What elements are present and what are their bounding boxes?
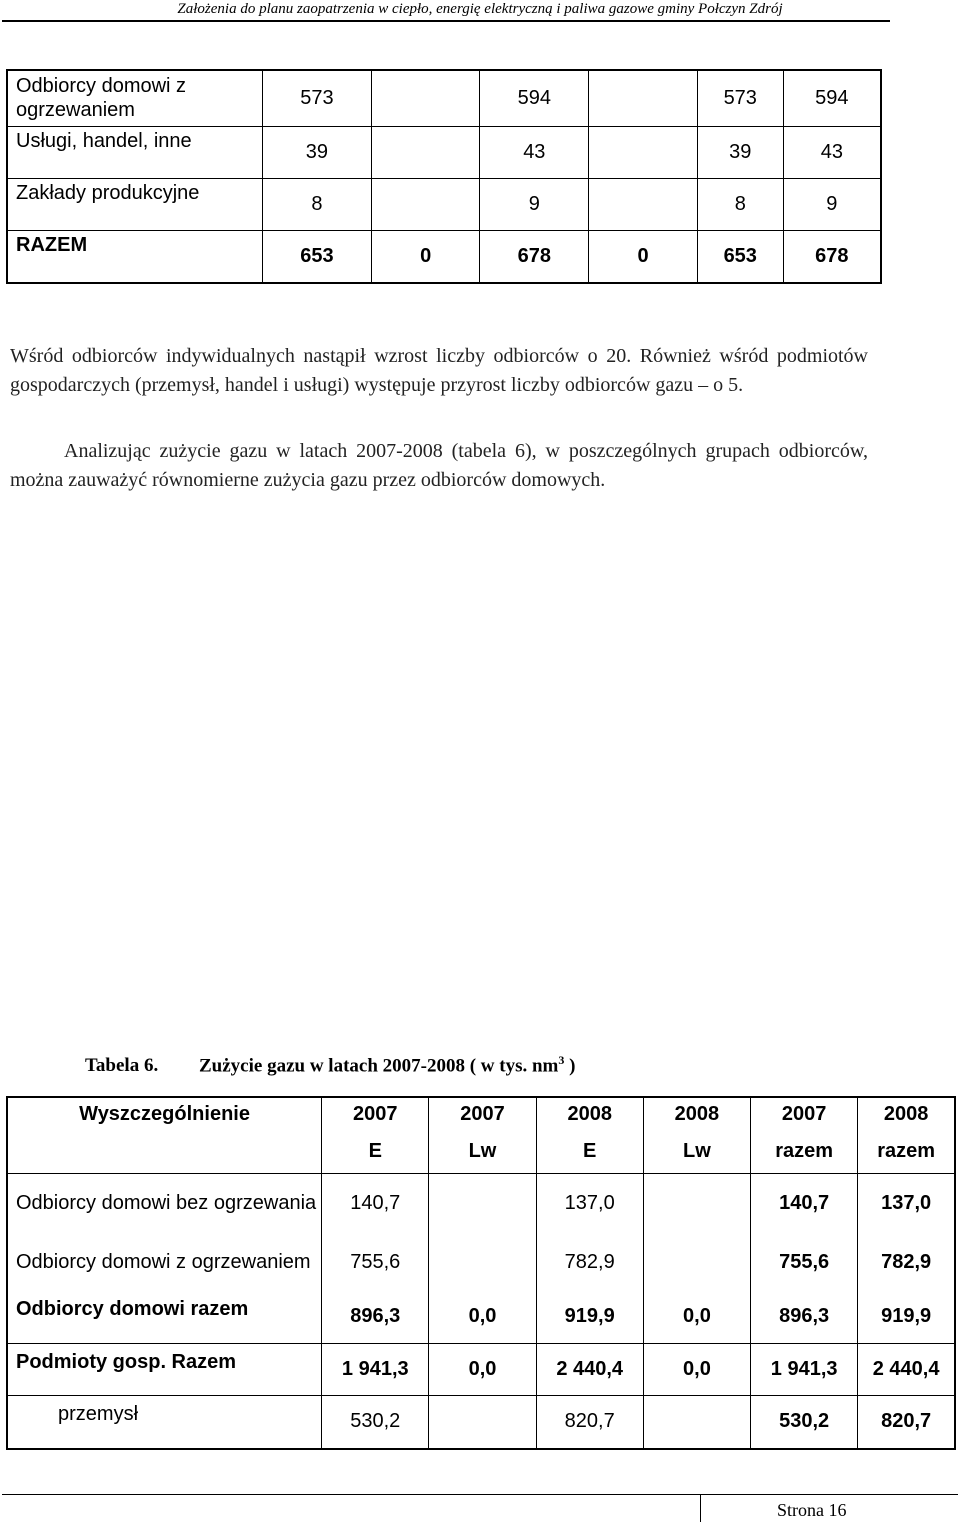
page-header [0,0,960,22]
table-subheader-row [7,1131,955,1173]
cell: 43 [480,126,589,178]
gas-usage-table [6,1096,956,1450]
cell: 653 [263,230,372,283]
row-label: Odbiorcy domowi razem [7,1291,322,1343]
cell: 8 [263,178,372,230]
cell: 594 [783,70,881,126]
cell: 573 [697,70,783,126]
cell: 530,2 [322,1395,429,1449]
cell [429,1173,536,1233]
column-header: 2008 [858,1097,955,1131]
row-label: Podmioty gosp. Razem [7,1343,322,1395]
cell: 137,0 [858,1173,955,1233]
column-subheader: razem [858,1131,955,1173]
cell [371,126,480,178]
cell: 594 [480,70,589,126]
row-label: Zakłady produkcyjne [7,178,263,230]
caption-close: ) [564,1055,576,1077]
column-subheader: E [536,1131,643,1173]
column-header: 2007 [429,1097,536,1131]
cell: 43 [783,126,881,178]
row-label: Odbiorcy domowi bez ogrzewania [7,1173,322,1233]
cell: 755,6 [751,1233,858,1291]
column-header: 2008 [536,1097,643,1131]
table-caption [85,1053,575,1077]
cell [643,1233,750,1291]
cell [643,1173,750,1233]
paragraph-1: Wśród odbiorców indywidualnych nastąpił wzrost liczby odbiorców o 20. Również wśród podmiotów gospodarczych (przemysł, handel i usługi) występuje przyrost liczby odbiorców gazu – o 5. [10,345,868,396]
cell: 9 [783,178,881,230]
cell: 678 [783,230,881,283]
cell: 9 [480,178,589,230]
cell [429,1395,536,1449]
cell: 8 [697,178,783,230]
table-row-total [7,230,881,283]
cell: 2 440,4 [858,1343,955,1395]
cell [429,1233,536,1291]
row-label: RAZEM [7,230,263,283]
cell [589,178,698,230]
cell: 919,9 [858,1291,955,1343]
row-label: Usługi, handel, inne [7,126,263,178]
cell [371,178,480,230]
table-row [7,1173,955,1233]
cell: 820,7 [858,1395,955,1449]
cell: 0,0 [643,1291,750,1343]
table-header-row [7,1097,955,1131]
consumers-count-table [6,69,882,284]
column-subheader: razem [751,1131,858,1173]
cell [589,126,698,178]
cell: 896,3 [751,1291,858,1343]
cell: 140,7 [322,1173,429,1233]
header-rule [2,20,890,22]
header-title: Założenia do planu zaopatrzenia w ciepło, energię elektryczną i paliwa gazowe gminy Połczyn Zdrój [177,1,783,17]
cell: 0,0 [429,1291,536,1343]
cell: 0,0 [429,1343,536,1395]
cell [371,70,480,126]
column-subheader: E [322,1131,429,1173]
table-row [7,178,881,230]
cell: 137,0 [536,1173,643,1233]
page-number: Strona 16 [777,1500,847,1520]
caption-title: Zużycie gazu w latach 2007-2008 ( w tys. nm [199,1055,559,1077]
table-row [7,1395,955,1449]
paragraph-2: Analizując zużycie gazu w latach 2007-2008 (tabela 6), w poszczególnych grupach odbiorców, można zauważyć równomierne zużycia gazu przez odbiorców domowych. [10,440,868,491]
cell: 919,9 [536,1291,643,1343]
row-label: przemysł [7,1395,322,1449]
table-row [7,70,881,126]
column-header: Wyszczególnienie [7,1097,322,1131]
cell: 820,7 [536,1395,643,1449]
cell: 896,3 [322,1291,429,1343]
cell: 39 [263,126,372,178]
column-subheader: Lw [643,1131,750,1173]
cell [589,70,698,126]
cell: 2 440,4 [536,1343,643,1395]
cell: 782,9 [858,1233,955,1291]
cell: 0 [589,230,698,283]
column-header: 2008 [643,1097,750,1131]
cell: 1 941,3 [322,1343,429,1395]
cell: 678 [480,230,589,283]
cell [643,1395,750,1449]
cell: 1 941,3 [751,1343,858,1395]
cell: 0,0 [643,1343,750,1395]
footer-rule [2,1494,958,1495]
cell: 0 [371,230,480,283]
table-row [7,126,881,178]
column-header: 2007 [751,1097,858,1131]
cell: 755,6 [322,1233,429,1291]
cell: 530,2 [751,1395,858,1449]
table-row [7,1291,955,1343]
table-row [7,1343,955,1395]
row-label: Odbiorcy domowi z ogrzewaniem [7,1233,322,1291]
caption-superscript: 3 [558,1053,565,1067]
table-row [7,1233,955,1291]
cell: 573 [263,70,372,126]
cell: 39 [697,126,783,178]
caption-label: Tabela 6. [85,1055,159,1077]
footer-divider [700,1494,701,1522]
cell: 782,9 [536,1233,643,1291]
column-subheader: Lw [429,1131,536,1173]
column-header: 2007 [322,1097,429,1131]
row-label: Odbiorcy domowi z ogrzewaniem [7,70,263,126]
column-subheader [7,1131,322,1173]
cell: 653 [697,230,783,283]
cell: 140,7 [751,1173,858,1233]
